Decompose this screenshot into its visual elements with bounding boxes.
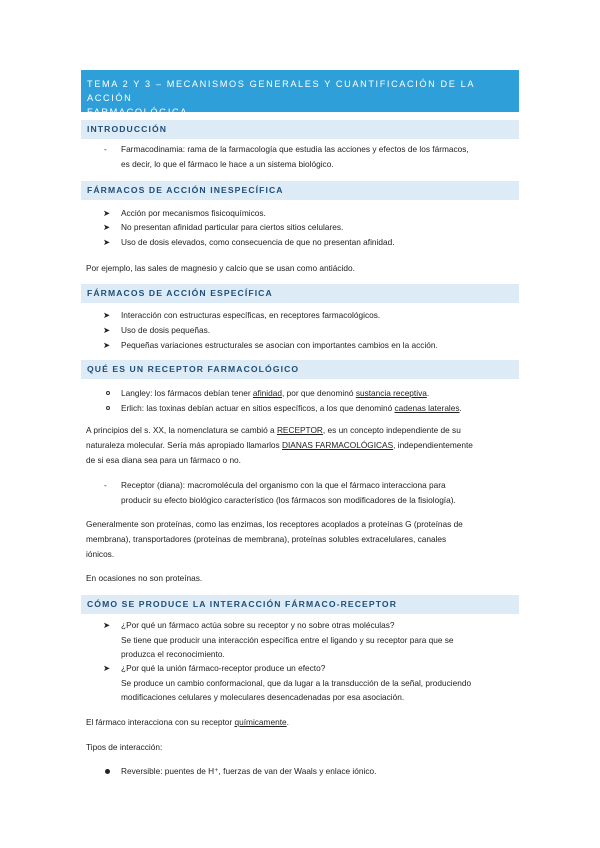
- underlined-term: afinidad: [252, 388, 282, 398]
- paragraph-line: [86, 716, 289, 728]
- receptor-definition-line-1: Receptor (diana): macromolécula del organismo con la que el fármaco interacciona para: [121, 480, 446, 490]
- title-banner: [81, 70, 519, 117]
- underlined-term: químicamente: [234, 717, 287, 727]
- text-run: .: [286, 717, 289, 727]
- langley-line: [121, 387, 429, 399]
- list-item: Pequeñas variaciones estructurales se asocian con importantes cambios en la acción.: [121, 340, 438, 350]
- answer-line: Se tiene que producir una interacción específica entre el ligando y su receptor para que se: [121, 635, 454, 645]
- title-line-1: TEMA 2 Y 3 – MECANISMOS GENERALES Y CUANTIFICACIÓN DE LA ACCIÓN: [87, 79, 475, 103]
- paragraph-line: [86, 439, 473, 451]
- paragraph-line: Generalmente son proteínas, como las enzimas, los receptores acoplados a proteínas G (proteínas de: [86, 519, 463, 529]
- text-run: , es un concepto independiente de su: [322, 425, 461, 435]
- question-line: ¿Por qué un fármaco actúa sobre su receptor y no sobre otras moléculas?: [121, 620, 395, 630]
- list-item: Reversible: puentes de H⁺, fuerzas de van der Waals y enlace iónico.: [121, 766, 377, 776]
- paragraph-line: membrana), transportadores (proteínas de membrana), proteínas solubles extracelulares, canales: [86, 534, 447, 544]
- arrow-bullet-icon: ➤: [103, 325, 111, 335]
- question-line: ¿Por qué la unión fármaco-receptor produce un efecto?: [121, 663, 326, 673]
- dash-bullet: -: [104, 480, 107, 490]
- circle-bullet-icon: [106, 406, 110, 410]
- list-item: Interacción con estructuras específicas, en receptores farmacológicos.: [121, 310, 381, 320]
- ehrlich-line: [121, 402, 462, 414]
- dash-bullet: -: [104, 144, 107, 154]
- intro-line-1: Farmacodinamia: rama de la farmacología que estudia las acciones y efectos de los fármacos,: [121, 144, 469, 154]
- section-header-especifica: FÁRMACOS DE ACCIÓN ESPECÍFICA: [81, 284, 519, 303]
- arrow-bullet-icon: ➤: [103, 222, 111, 232]
- section-header-interaccion: CÓMO SE PRODUCE LA INTERACCIÓN FÁRMACO-RECEPTOR: [81, 595, 519, 614]
- arrow-bullet-icon: ➤: [103, 340, 111, 350]
- underlined-term: DIANAS FARMACOLÓGICAS: [282, 440, 394, 450]
- text-run: .: [426, 388, 430, 398]
- circle-bullet-icon: [106, 391, 110, 395]
- arrow-bullet-icon: ➤: [103, 237, 111, 247]
- text-run: naturaleza molecular. Sería más apropiado llamarlos: [86, 440, 282, 450]
- paragraph-line: Tipos de interacción:: [86, 742, 163, 752]
- text-run: , por que denominó: [282, 388, 356, 398]
- section-header-receptor: QUÉ ES UN RECEPTOR FARMACOLÓGICO: [81, 360, 519, 379]
- text-run: El fármaco interacciona con su receptor: [86, 717, 235, 727]
- list-item: Uso de dosis pequeñas.: [121, 325, 211, 335]
- list-item: Acción por mecanismos fisicoquímicos.: [121, 208, 266, 218]
- intro-line-2: es decir, lo que el fármaco le hace a un sistema biológico.: [121, 159, 334, 169]
- arrow-bullet-icon: ➤: [103, 620, 111, 630]
- text-run: A principios del s. XX, la nomenclatura se cambió a: [86, 425, 277, 435]
- section-header-introduccion: INTRODUCCIÓN: [81, 120, 519, 139]
- paragraph-line: de si esa diana sea para un fármaco o no.: [86, 455, 241, 465]
- section-header-inespecifica: FÁRMACOS DE ACCIÓN INESPECÍFICA: [81, 181, 519, 200]
- title-line-2: FARMACOLÓGICA.: [87, 107, 193, 117]
- text-run: Langley: los fármacos debían tener: [121, 388, 253, 398]
- paragraph-line: En ocasiones no son proteínas.: [86, 573, 203, 583]
- text-run: .: [459, 403, 462, 413]
- list-item: Uso de dosis elevados, como consecuencia de que no presentan afinidad.: [121, 237, 395, 247]
- paragraph-line: [86, 424, 461, 436]
- receptor-definition-line-2: producir su efecto biológico característico (los fármacos son modificadores de la fisiología).: [121, 495, 456, 505]
- answer-line: produzca el reconocimiento.: [121, 649, 225, 659]
- text-run: , independientemente: [393, 440, 473, 450]
- text-run: Erlich: las toxinas debían actuar en sitios específicos, a los que denominó: [121, 403, 395, 413]
- list-item: No presentan afinidad particular para ciertos sitios celulares.: [121, 222, 344, 232]
- answer-line: modificaciones celulares y moleculares desencadenadas por esa asociación.: [121, 692, 405, 702]
- underlined-term: RECEPTOR: [276, 425, 323, 435]
- filled-bullet-icon: [105, 769, 110, 774]
- arrow-bullet-icon: ➤: [103, 310, 111, 320]
- arrow-bullet-icon: ➤: [103, 663, 111, 673]
- underlined-term: sustancia receptiva: [355, 388, 427, 398]
- arrow-bullet-icon: ➤: [103, 208, 111, 218]
- answer-line: Se produce un cambio conformacional, que da lugar a la transducción de la señal, produciendo: [121, 678, 472, 688]
- paragraph-line: iónicos.: [86, 549, 115, 559]
- underlined-term: cadenas laterales: [394, 403, 460, 413]
- example-paragraph: Por ejemplo, las sales de magnesio y calcio que se usan como antiácido.: [86, 263, 355, 273]
